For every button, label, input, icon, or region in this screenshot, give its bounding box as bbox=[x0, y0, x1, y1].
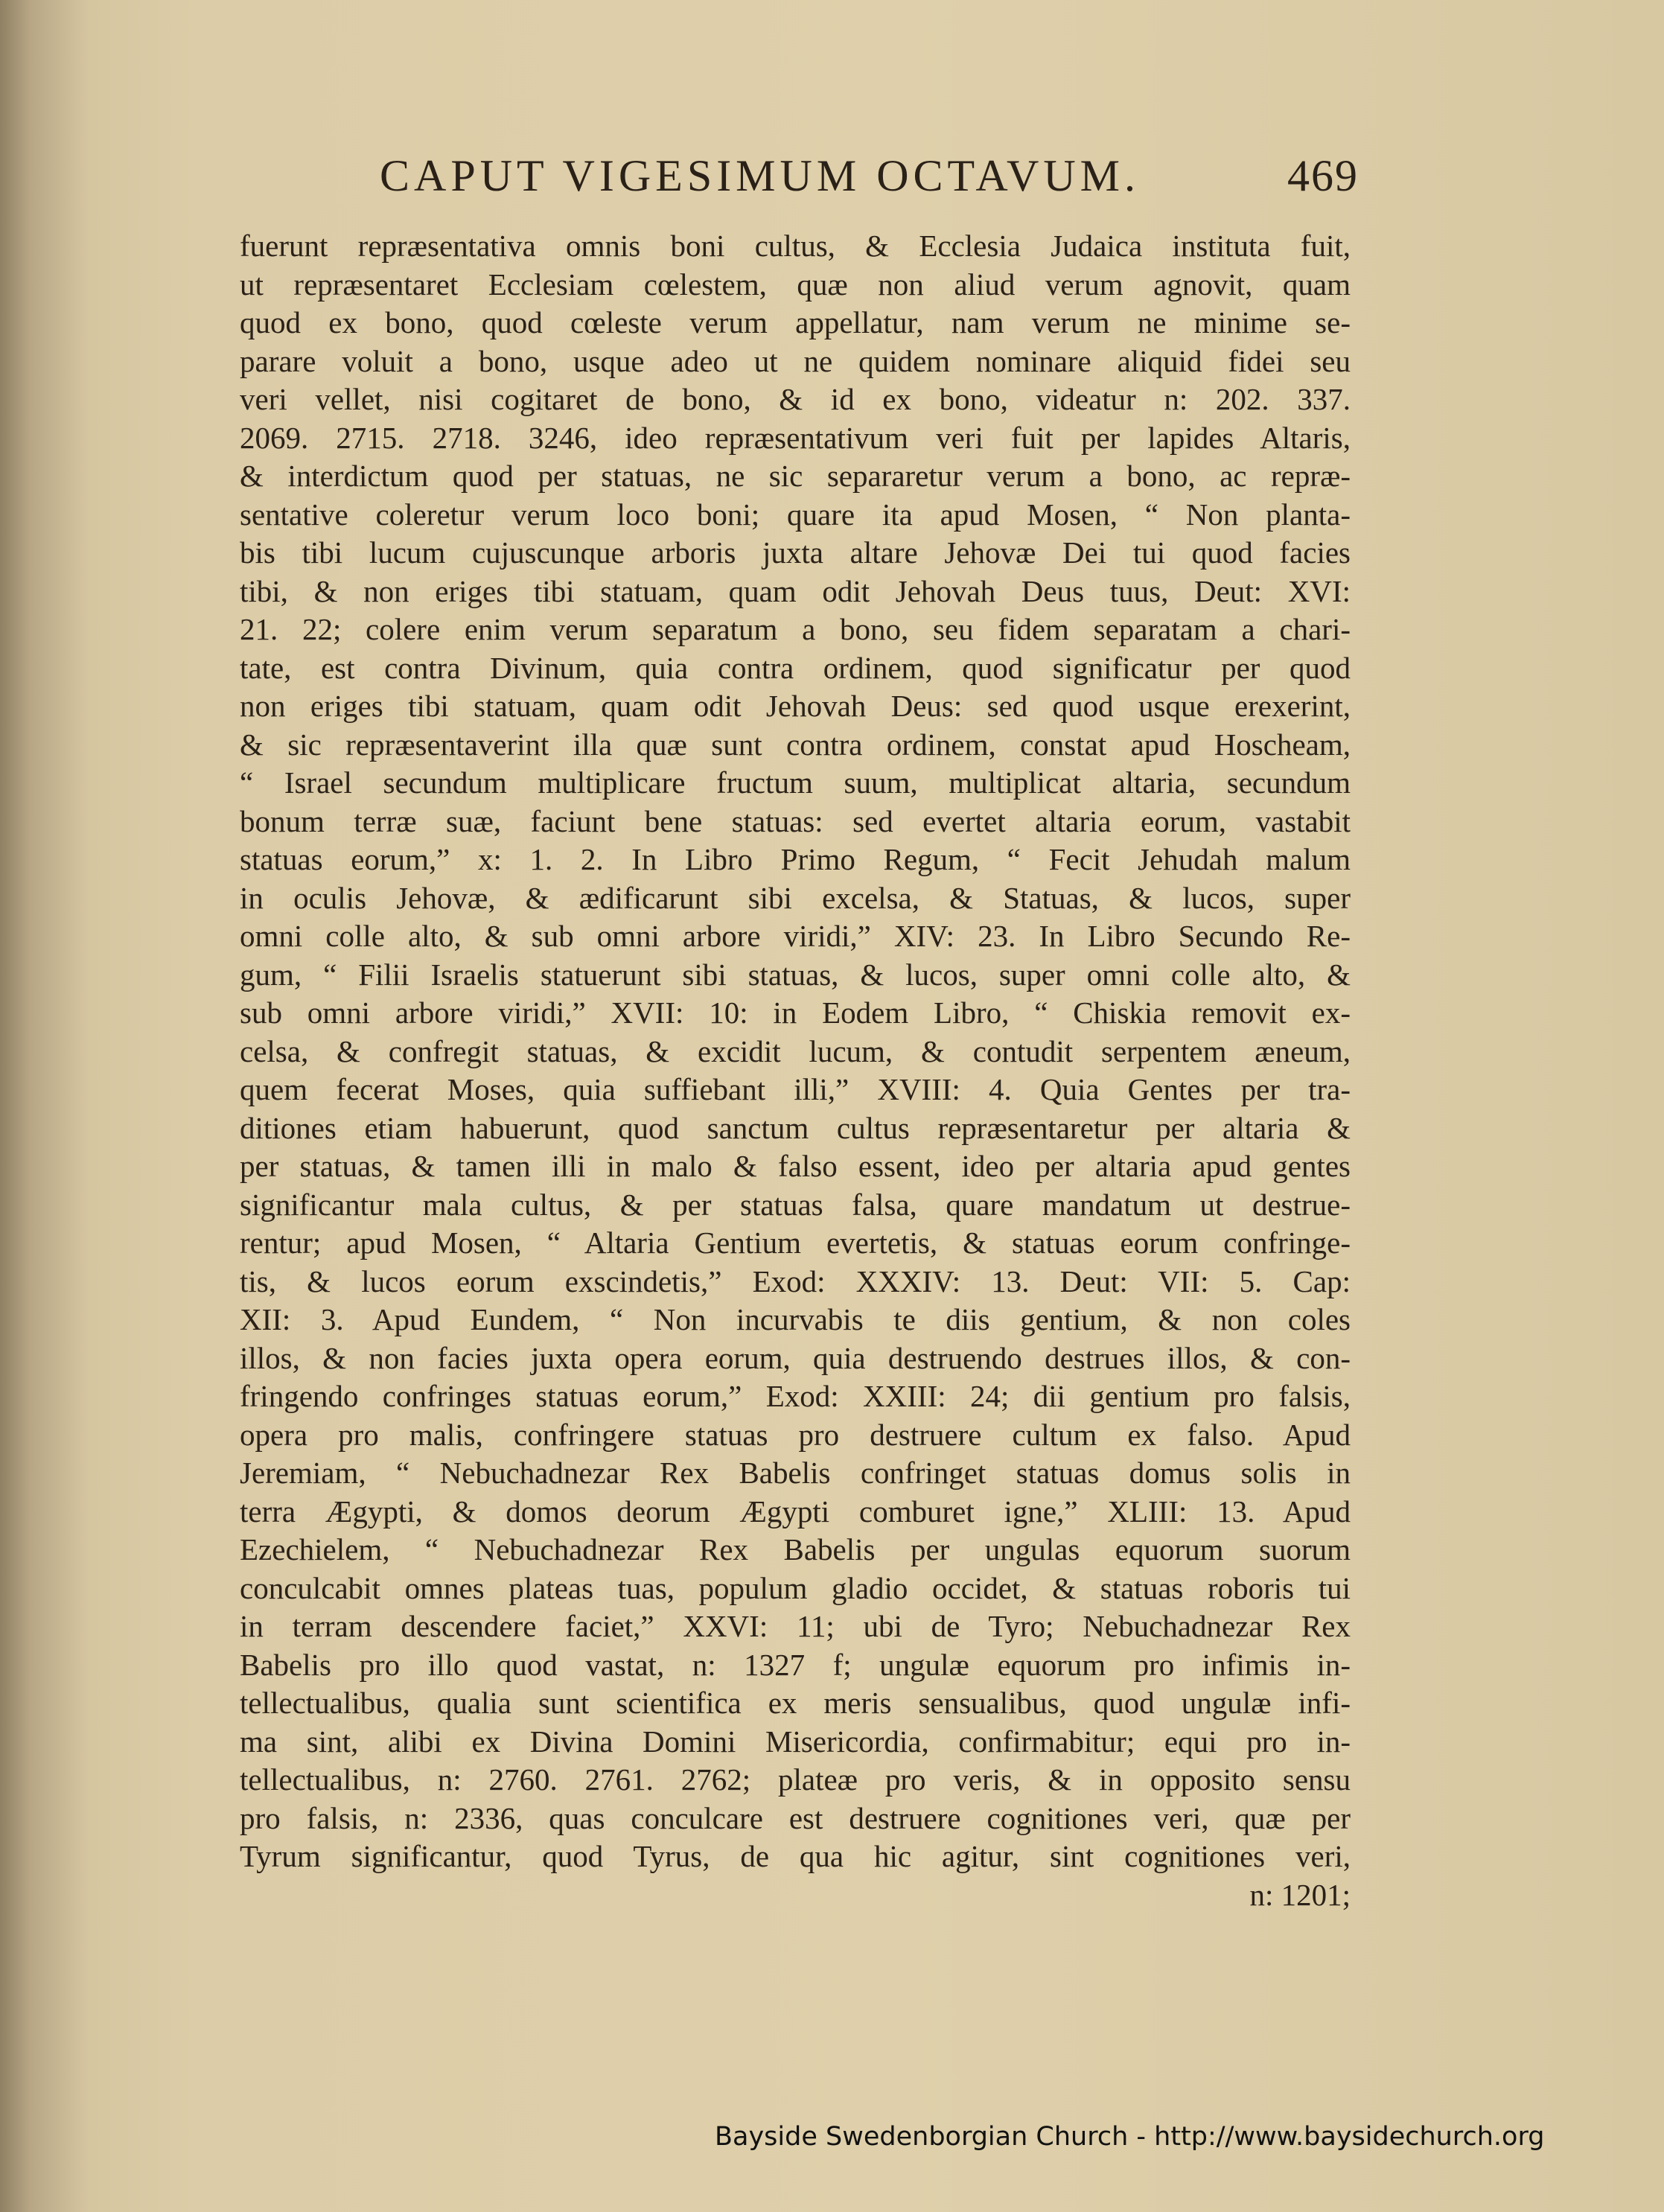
text-line: statuas eorum,” x: 1. 2. In Libro Primo Regum, “ Fecit Jehudah malum bbox=[240, 842, 1351, 876]
text-line: quem fecerat Moses, quia suffiebant illi,” XVIII: 4. Quia Gentes per tra- bbox=[240, 1072, 1351, 1106]
text-line: terra Ægypti, & domos deorum Ægypti comburet igne,” XLIII: 13. Apud bbox=[240, 1494, 1351, 1529]
text-line: tate, est contra Divinum, quia contra ordinem, quod significatur per quod bbox=[240, 650, 1351, 685]
text-line: “ Israel secundum multiplicare fructum suum, multiplicat altaria, secundum bbox=[240, 765, 1351, 800]
text-line: celsa, & confregit statuas, & excidit lucum, & contudit serpentem æneum, bbox=[240, 1033, 1351, 1068]
text-line: tibi, & non eriges tibi statuam, quam odit Jehovah Deus tuus, Deut: XVI: bbox=[240, 573, 1351, 608]
text-line: bonum terræ suæ, faciunt bene statuas: sed evertet altaria eorum, vastabit bbox=[240, 803, 1351, 838]
text-line: Tyrum significantur, quod Tyrus, de qua hic agitur, sint cognitiones veri, bbox=[240, 1839, 1351, 1873]
text-line: Ezechielem, “ Nebuchadnezar Rex Babelis per ungulas equorum suorum bbox=[240, 1532, 1351, 1566]
text-line: pro falsis, n: 2336, quas conculcare est destruere cognitiones veri, quæ per bbox=[240, 1800, 1351, 1835]
text-line: per statuas, & tamen illi in malo & falso essent, ideo per altaria apud gentes bbox=[240, 1149, 1351, 1183]
text-line: illos, & non facies juxta opera eorum, quia destruendo destrues illos, & con- bbox=[240, 1340, 1351, 1375]
running-title: CAPUT VIGESIMUM OCTAVUM. bbox=[380, 151, 1141, 200]
text-line: tellectualibus, qualia sunt scientifica ex meris sensualibus, quod ungulæ infi- bbox=[240, 1686, 1351, 1720]
text-line: fuerunt repræsentativa omnis boni cultus, & Ecclesia Judaica instituta fuit, bbox=[240, 229, 1351, 263]
text-line: quod ex bono, quod cœleste verum appellatur, nam verum ne minime se- bbox=[240, 305, 1351, 340]
text-line: ma sint, alibi ex Divina Domini Misericordia, confirmabitur; equi pro in- bbox=[240, 1724, 1351, 1759]
text-line: in terram descendere faciet,” XXVI: 11; ubi de Tyro; Nebuchadnezar Rex bbox=[240, 1609, 1351, 1643]
text-line: gum, “ Filii Israelis statuerunt sibi statuas, & lucos, super omni colle alto, & bbox=[240, 957, 1351, 992]
text-line: ut repræsentaret Ecclesiam cœlestem, quæ non aliud verum agnovit, quam bbox=[240, 267, 1351, 302]
catchword: n: 1201; bbox=[1249, 1877, 1351, 1912]
text-line: 21. 22; colere enim verum separatum a bono, seu fidem separatam a chari- bbox=[240, 612, 1351, 646]
text-line: tellectualibus, n: 2760. 2761. 2762; plateæ pro veris, & in opposito sensu bbox=[240, 1762, 1351, 1797]
text-line: sub omni arbore viridi,” XVII: 10: in Eodem Libro, “ Chiskia removit ex- bbox=[240, 995, 1351, 1030]
text-line: parare voluit a bono, usque adeo ut ne quidem nominare aliquid fidei seu bbox=[240, 343, 1351, 378]
text-line: tis, & lucos eorum exscindetis,” Exod: XXXIV: 13. Deut: VII: 5. Cap: bbox=[240, 1263, 1351, 1298]
text-line: rentur; apud Mosen, “ Altaria Gentium evertetis, & statuas eorum confringe- bbox=[240, 1225, 1351, 1260]
page-number: 469 bbox=[1287, 151, 1359, 200]
text-line: XII: 3. Apud Eundem, “ Non incurvabis te diis gentium, & non coles bbox=[240, 1302, 1351, 1336]
text-line: non eriges tibi statuam, quam odit Jehovah Deus: sed quod usque erexerint, bbox=[240, 689, 1351, 723]
watermark-credit: Bayside Swedenborgian Church - http://www.baysidechurch.org bbox=[715, 2122, 1545, 2152]
text-line: significantur mala cultus, & per statuas falsa, quare mandatum ut destrue- bbox=[240, 1187, 1351, 1222]
text-line: fringendo confringes statuas eorum,” Exod: XXIII: 24; dii gentium pro falsis, bbox=[240, 1379, 1351, 1413]
text-line: in oculis Jehovæ, & ædificarunt sibi excelsa, & Statuas, & lucos, super bbox=[240, 880, 1351, 915]
text-line: Babelis pro illo quod vastat, n: 1327 f; ungulæ equorum pro infimis in- bbox=[240, 1647, 1351, 1682]
running-header bbox=[238, 146, 1359, 213]
text-line: & interdictum quod per statuas, ne sic separaretur verum a bono, ac repræ- bbox=[240, 459, 1351, 493]
text-line: ditiones etiam habuerunt, quod sanctum cultus repræsentaretur per altaria & bbox=[240, 1110, 1351, 1145]
text-line: 2069. 2715. 2718. 3246, ideo repræsentativum veri fuit per lapides Altaris, bbox=[240, 420, 1351, 455]
text-line: conculcabit omnes plateas tuas, populum gladio occidet, & statuas roboris tui bbox=[240, 1570, 1351, 1605]
text-line: Jeremiam, “ Nebuchadnezar Rex Babelis confringet statuas domus solis in bbox=[240, 1456, 1351, 1490]
text-line: sentative coleretur verum loco boni; quare ita apud Mosen, “ Non planta- bbox=[240, 497, 1351, 532]
body-text bbox=[240, 227, 1351, 1914]
text-line: opera pro malis, confringere statuas pro destruere cultum ex falso. Apud bbox=[240, 1417, 1351, 1452]
text-line: bis tibi lucum cujuscunque arboris juxta altare Jehovæ Dei tui quod facies bbox=[240, 535, 1351, 570]
text-line: veri vellet, nisi cogitaret de bono, & id ex bono, videatur n: 202. 337. bbox=[240, 382, 1351, 416]
text-line: omni colle alto, & sub omni arbore viridi,” XIV: 23. In Libro Secundo Re- bbox=[240, 919, 1351, 953]
text-line: & sic repræsentaverint illa quæ sunt contra ordinem, constat apud Hoscheam, bbox=[240, 727, 1351, 762]
